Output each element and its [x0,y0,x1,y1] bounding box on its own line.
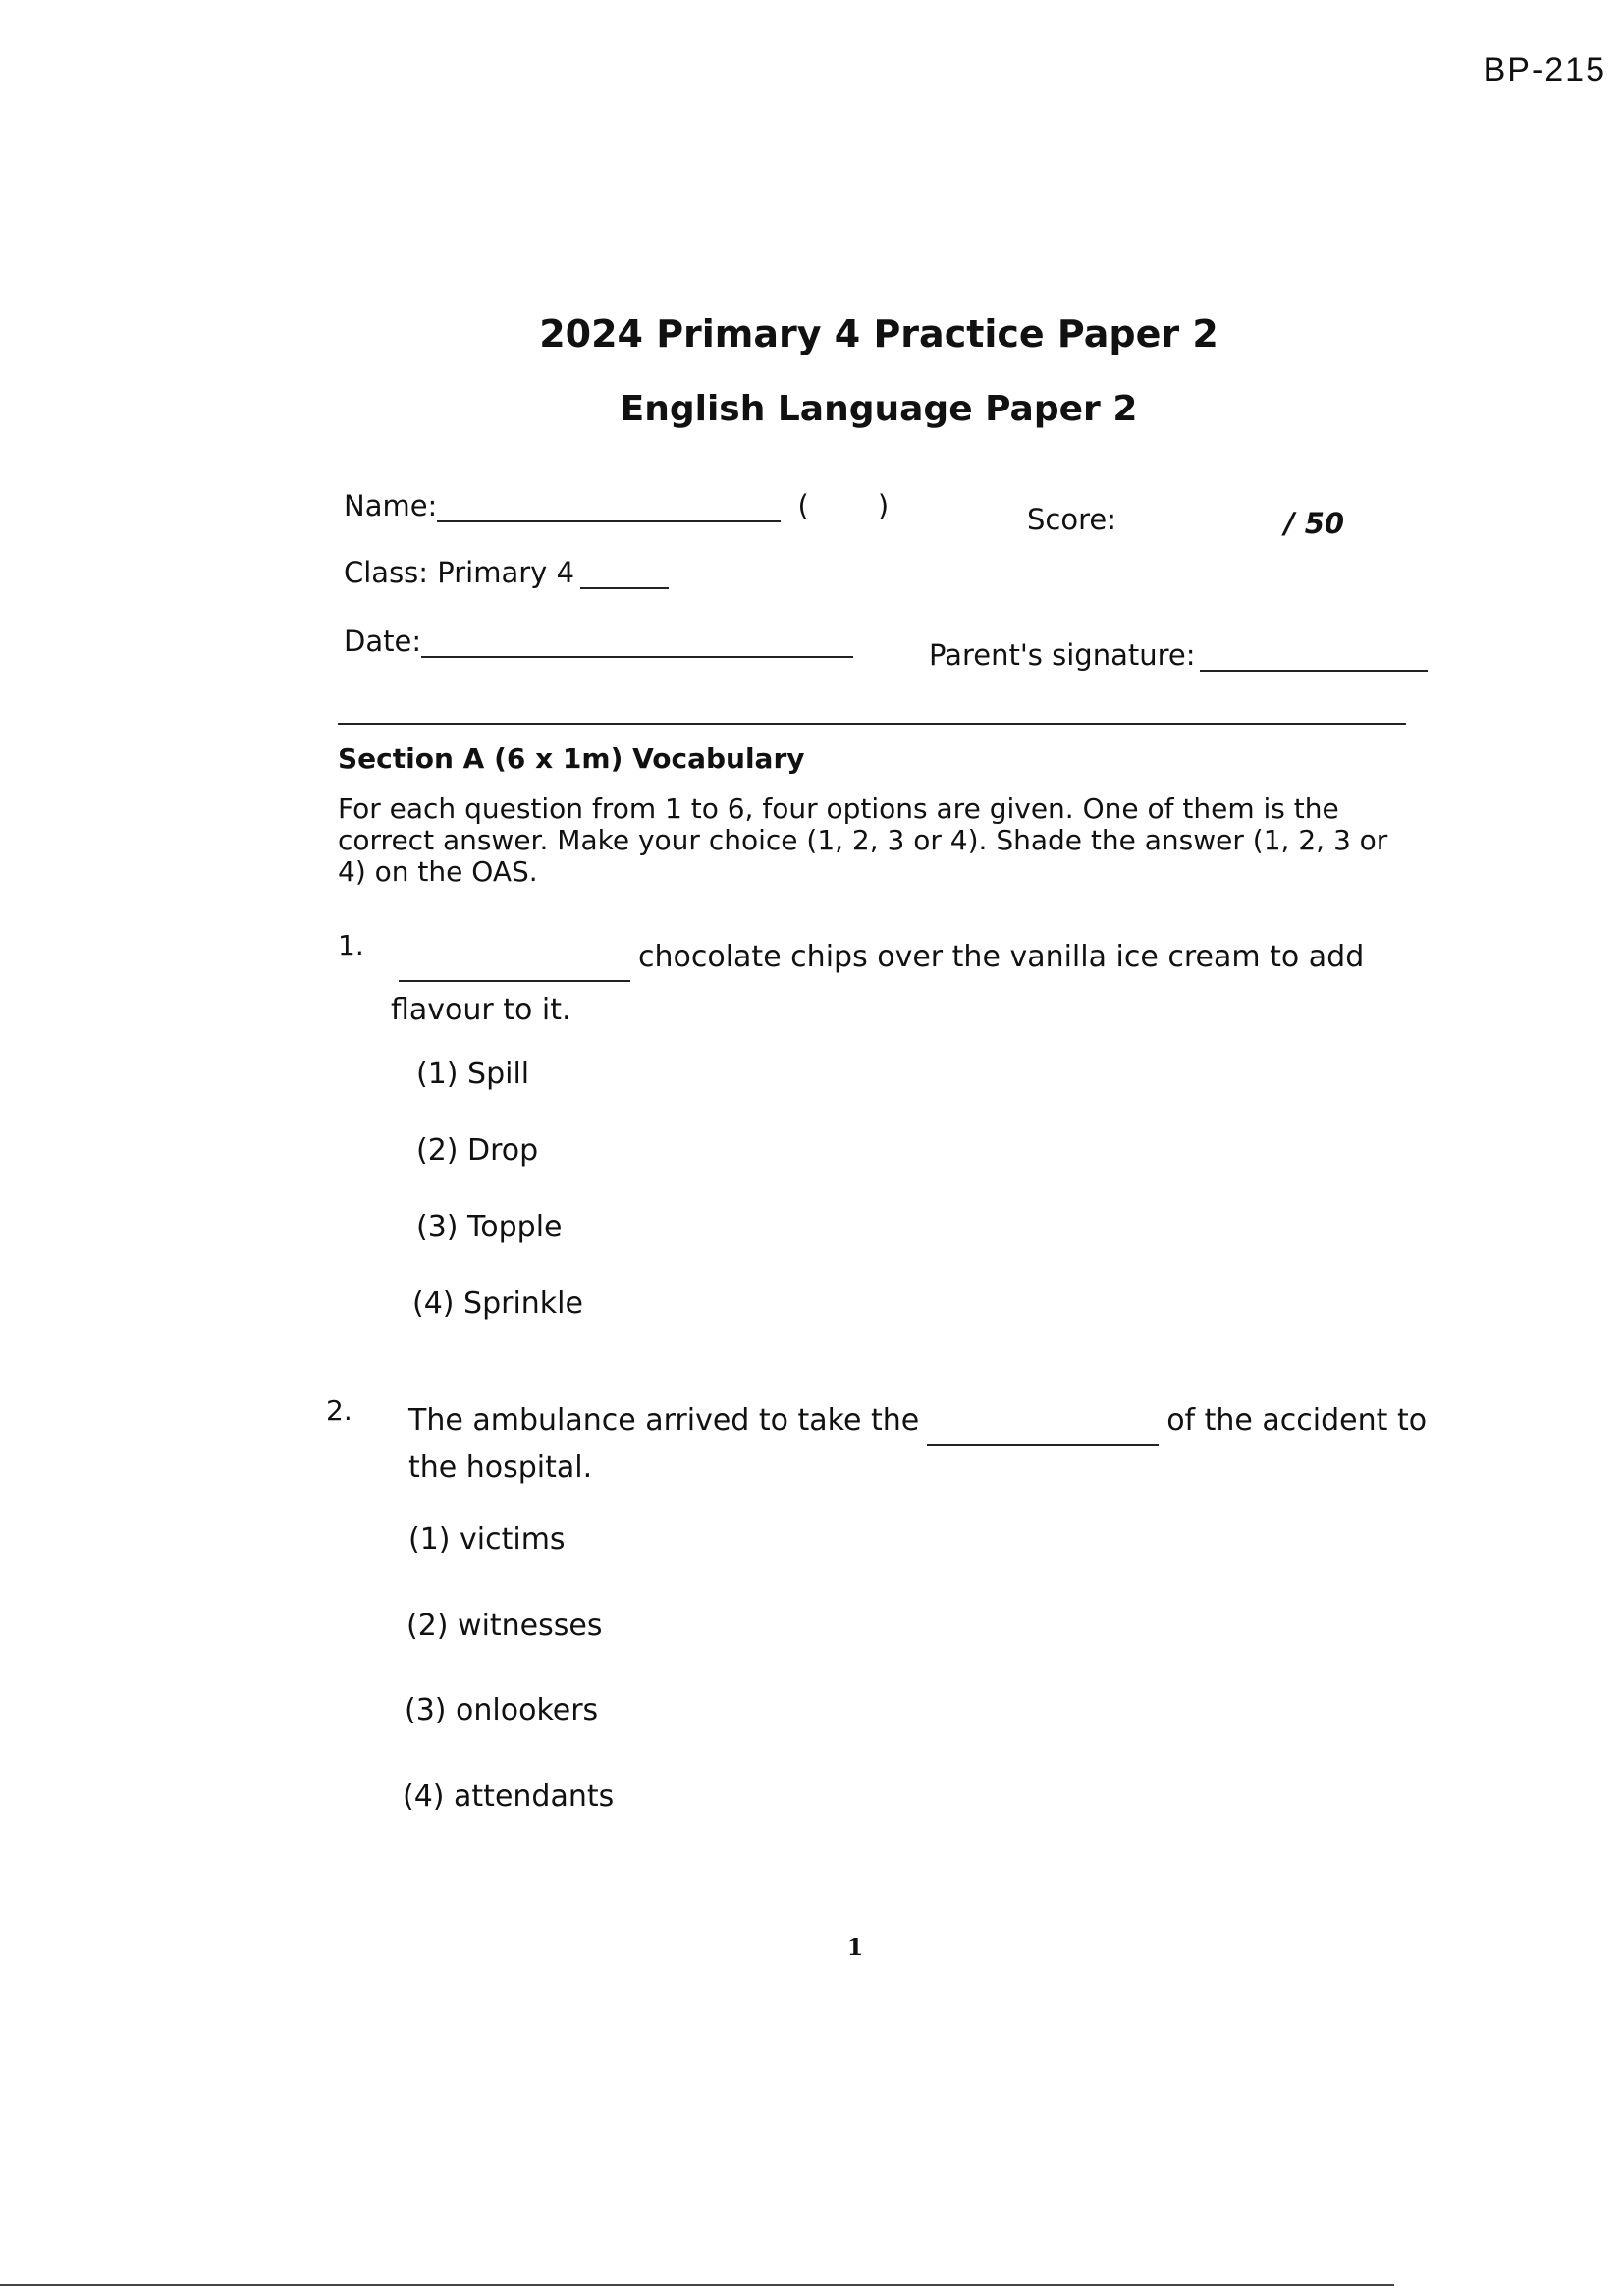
name-label: Name: [344,489,438,522]
document-code: BP-215 [1483,51,1606,88]
name-blank [437,491,781,522]
section-heading: Section A (6 x 1m) Vocabulary [338,742,805,775]
question-2-text-line2: the hospital. [408,1450,593,1485]
parent-signature-blank [1200,634,1428,672]
class-field [344,556,669,589]
score-label: Score: [1027,503,1116,536]
register-number-open: ( [797,489,809,522]
paper-title: 2024 Primary 4 Practice Paper 2 [539,312,1218,355]
question-2-option-2: (2) witnesses [406,1609,603,1643]
name-field [344,489,889,522]
question-1-option-2: (2) Drop [416,1133,539,1168]
header-divider [338,723,1406,725]
class-blank [580,558,669,589]
question-2-blank [927,1418,1159,1446]
question-1-text-line2: flavour to it. [391,993,571,1027]
score-field [1027,503,1116,536]
question-1-option-4: (4) Sprinkle [412,1286,583,1321]
question-2-text [408,1396,1430,1446]
date-blank [421,621,853,658]
register-number-close: ) [877,489,890,522]
question-1-option-3: (3) Topple [416,1210,563,1244]
question-2-text-line1a: The ambulance arrived to take the [408,1403,920,1438]
question-2-number: 2. [326,1394,352,1427]
question-2-option-4: (4) attendants [403,1779,615,1814]
question-2-option-1: (1) victims [408,1522,566,1557]
question-1-number: 1. [338,929,364,961]
section-instructions: For each question from 1 to 6, four options are given. One of them is the correct answer. Make your choice (1, 2, 3 or 4). Shade the answer (1, 2, 3 or 4) on the OAS. [338,793,1388,888]
bottom-edge-line [0,2284,1394,2286]
question-1-text-line1: chocolate chips over the vanilla ice cream to add [638,940,1365,974]
page-number: 1 [846,1933,864,1961]
question-1-option-1: (1) Spill [416,1057,530,1091]
question-2-text-line1b: of the accident to [1166,1403,1428,1438]
question-2-option-3: (3) onlookers [405,1693,599,1727]
parent-signature-field [929,634,1428,672]
date-label: Date: [344,625,422,658]
question-1-blank [399,955,630,982]
paper-subtitle: English Language Paper 2 [620,389,1138,429]
parent-signature-label: Parent's signature: [929,638,1196,672]
score-total: / 50 [1284,507,1345,540]
class-label: Class: Primary 4 [344,556,575,589]
date-field [344,621,853,658]
question-1-text [399,933,1420,982]
